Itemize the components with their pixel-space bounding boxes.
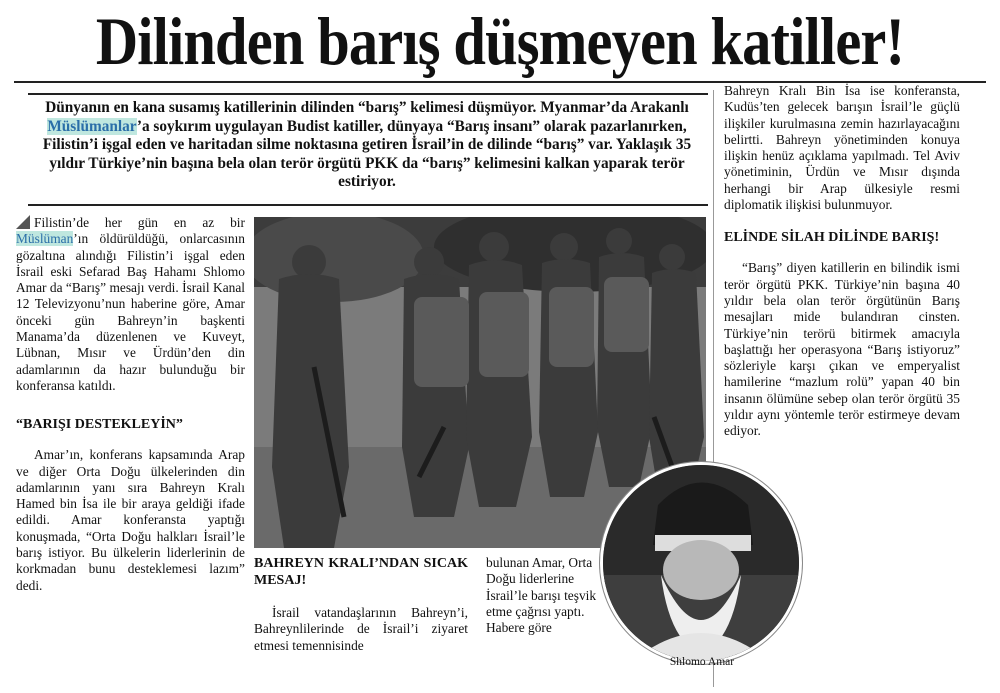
lead-paragraph: Dünyanın en kana susamış katillerinin dilinden “barış” kelimesi düşmüyor. Myanmar’da Arakanlı Müslümanlar’a soykırım uygulayan Budist katiller, dünyaya “Barış insanı” olarak pazarlanırken, Filistin’i işgal eden ve haritadan silme noktasına getiren İsrail’in de dilinde “barış” var. Yaklaşık 35 yıldır Türkiye’nin başına bela olan terör örgütü PKK da “barış” kelimesini kalkan yaparak terör estiriyor. [42, 99, 692, 191]
body-paragraph: bulunan Amar, Orta Doğu liderlerine İsrail’le barışı teşvik etme çağrısı yaptı. Habere göre [486, 555, 597, 636]
body-paragraph: İsrail vatandaşlarının Bahreyn’i, Bahreynlilerinde de İsrail’i ziyaret etmesi temennisinde [254, 605, 468, 653]
highlighted-term[interactable]: Müslümanlar [47, 117, 137, 135]
subheading: ELİNDE SİLAH DİLİNDE BARIŞ! [724, 230, 940, 246]
subheading: “BARIŞI DESTEKLEYİN” [16, 417, 183, 433]
portrait-illustration [603, 465, 799, 661]
body-paragraph: Bahreyn Kralı Bin İsa ise konferansta, Kudüs’ten gelecek barışın İsrail’le güçlü ilişkiler kurulmasına zemin hazırlayacağını belirtti. Bahreyn yönetiminden konuya ilişkin henüz açıklama yapılmadı. Tel Aviv yönetiminin, Ürdün ve Mısır dışında herhangi bir Arap ülkesiyle resmi diplomatik ilişkisi bulunmuyor. [724, 83, 960, 213]
photo-caption: Shlomo Amar [669, 656, 735, 668]
column-3 [486, 555, 608, 636]
body-paragraph: “Barış” diyen katillerin en bilindik ismi terör örgütü PKK. Türkiye’nin başına 40 yıldır bela olan terör örgütünün Barış mesajları mide bulandıran cinsten. Türkiye’nin terörü bitirmek amacıyla başlattığı her operasyona “Barış istiyoruz” sözleriyle karşı çıkan ve emperyalist hamilerine “mazlum rolü” yapan 40 bin insanın ölümüne sebep olan terör örgütü 35 yıldır aynı yöntemle terör estirmeye devam ediyor. [724, 260, 960, 439]
shlomo-amar-portrait [600, 462, 802, 664]
lead-rule-top [28, 93, 708, 95]
column-1 [16, 215, 245, 594]
subheading: BAHREYN KRALI’NDAN SICAK MESAJ! [254, 556, 468, 588]
column-2 [254, 555, 468, 654]
body-paragraph: Filistin’de her gün en az bir Müslüman’ın öldürüldüğü, onlarcasının gözaltına alındığı Filistin’i işgal eden İsrail eski Sefarad Baş Hahamı Shlomo Amar da “Barış” mesajı verdi. İsrail Kanal 12 Televizyonu’nun haberine göre, Amar önceki gün Bahreyn’in başkenti Manama’da düzenlenen ve Kuveyt, Lübnan, Mısır ve Ürdün’den din adamlarının da hazır bulunduğu bir konferansa katıldı. [16, 215, 245, 393]
highlighted-term[interactable]: Müslüman [16, 231, 74, 247]
lead-rule-bottom [28, 204, 708, 206]
headline: Dilinden barış düşmeyen katiller! [95, 3, 905, 79]
triangle-marker-icon [16, 215, 30, 229]
column-4 [724, 83, 960, 440]
body-paragraph: Amar’ın, konferans kapsamında Arap ve diğer Orta Doğu ülkelerinden din adamlarının yanı sıra Bahreyn Kralı Hamed bin İsa ile bir araya geldiği ifade edildi. Amar konferansta yaptığı konuşmada, “Orta Doğu halkları İsrail’le barış istiyor. Bu ülkelerin liderlerinin de korkmadan bunu desteklemesi lazım” dedi. [16, 447, 245, 593]
